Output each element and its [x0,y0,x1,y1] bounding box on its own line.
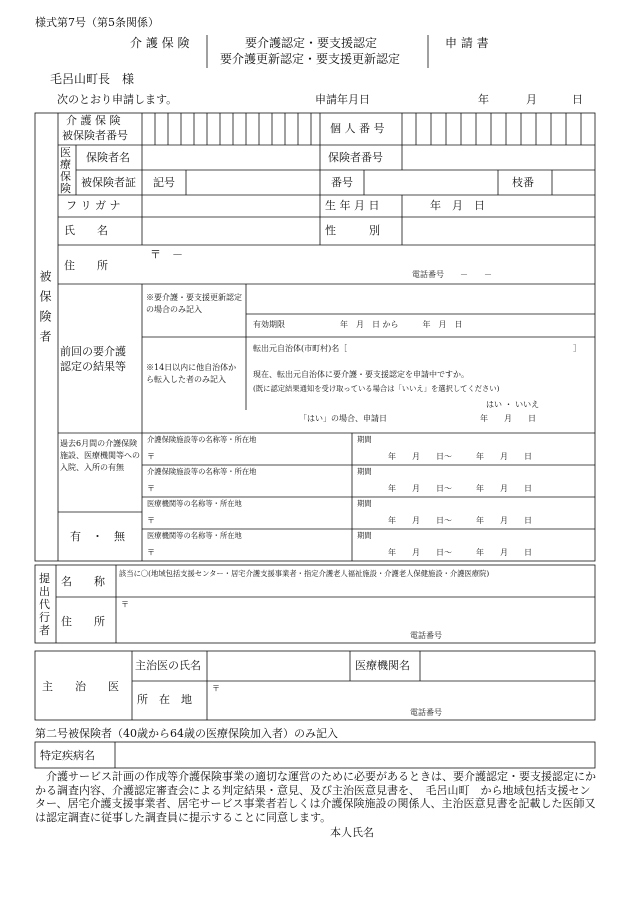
agent-side-label: 提出代行者 [39,572,50,637]
name-label: 氏 名 [64,224,108,237]
facility-row-4-range: 年 月 日～ 年 月 日 [388,548,532,557]
agent-name-label: 名 称 [61,575,105,588]
medical-insurance-label: 医療保険 [60,146,71,195]
facility-row-3-label: 医療機関等の名称等・所在地 [147,499,242,508]
date-month: 月 [526,93,537,106]
addressee: 毛呂山町長 様 [50,72,135,86]
yes-case-date: 年 月 日 [480,414,536,423]
consent-text: 介護サービス計画の作成等介護保険事業の適切な運営のために必要があるときは、要介護認定・要支援認定にかかる調査内容、介護認定審査会による判定結果・意見、及び主治医意見書を、 毛呂山町 から地域包括支援センター、居宅介護支援事業者、居宅サービス事業者若しくは介護保険施設の関係人、主治医意見書を記載した医師又は認定調査に従事した調査員に提示することに同意します。 [35,770,596,824]
form-number: 様式第7号（第5条関係） [35,16,159,29]
address-postal: 〒 － [150,248,183,261]
insured-side-label: 被保険者 [38,270,52,350]
facility-row-1-label: 介護保険施設等の名称等・所在地 [147,435,257,444]
date-year: 年 [478,93,489,106]
previous-result-label-1: 前回の要介護 [60,345,126,358]
renewal-note: ※要介護・要支援更新認定の場合のみ記入 [146,293,242,314]
agent-postal: 〒 [121,600,129,609]
agent-phone: 電話番号 [410,631,442,640]
agent-type-note: 該当に〇(地域包括支援センター・居宅介護支援事業者・指定介護老人福祉施設・介護老人保健施設・介護医療院) [119,569,490,578]
facility-row-1-postal: 〒 [147,452,155,461]
insurance-title: 介 護 保 険 [130,36,190,50]
kigou-label: 記号 [153,176,175,189]
gender-label: 性 別 [325,224,380,237]
moved-note: ※14日以内に他自治体から転入した者のみ記入 [146,363,237,384]
furigana-label: フ リ ガ ナ [66,199,121,212]
doctor-address-label: 所 在 地 [137,693,192,706]
facility-row-3-postal: 〒 [147,516,155,525]
doctor-name-label: 主治医の氏名 [135,659,201,672]
facility-row-2-postal: 〒 [147,484,155,493]
agent-address-label: 住 所 [61,615,105,628]
address-label: 住 所 [64,259,108,272]
application-title: 申 請 書 [445,36,489,50]
date-day: 日 [572,93,583,106]
insurer-no-label: 保険者番号 [328,151,383,164]
valid-period-range: 年 月 日 から 年 月 日 [340,320,463,329]
facility-row-1-period: 期間 [357,435,372,444]
date-label: 申請年月日 [315,93,370,106]
doctor-label: 主 治 医 [42,680,119,693]
facility-row-4-postal: 〒 [147,548,155,557]
valid-period-label: 有効期限 [253,320,285,329]
facility-history-label: 過去6月間の介護保険施設、医療機関等への入院、入所の有無 [60,439,140,472]
pending-question: 現在、転出元自治体に要介護・要支援認定を申請中ですか。 [253,370,469,379]
facility-row-4-label: 医療機関等の名称等・所在地 [147,531,242,540]
bangou-label: 番号 [331,176,353,189]
facility-row-4-period: 期間 [357,531,372,540]
facility-row-2-period: 期間 [357,467,372,476]
intro-text: 次のとおり申請します。 [57,93,178,106]
address-phone: 電話番号 － － [412,270,492,279]
insurer-name-label: 保険者名 [86,151,130,164]
birthdate-label: 生 年 月 日 [325,199,380,212]
insured-no-label-1: 介 護 保 険 [66,114,121,127]
origin-close: ］ [573,344,581,353]
edaban-label: 枝番 [512,176,534,189]
presence-choice[interactable]: 有 ・ 無 [70,530,125,543]
yes-no-choice[interactable]: はい ・ いいえ [486,400,540,409]
type-line-2: 要介護更新認定・要支援更新認定 [220,52,401,66]
yes-case-label: 「はい」の場合、申請日 [299,414,387,423]
facility-row-3-period: 期間 [357,499,372,508]
doctor-postal: 〒 [212,684,220,693]
birthdate-ymd: 年 月 日 [430,199,485,212]
facility-row-1-range: 年 月 日～ 年 月 日 [388,452,532,461]
facility-row-2-range: 年 月 日～ 年 月 日 [388,484,532,493]
signature-label: 本人氏名 [330,826,374,839]
previous-result-label-2: 認定の結果等 [60,360,126,373]
second-insured-heading: 第二号被保険者（40歳から64歳の医療保険加入者）のみ記入 [35,727,338,740]
facility-row-2-label: 介護保険施設等の名称等・所在地 [147,467,257,476]
institution-label: 医療機関名 [355,659,410,672]
disease-label: 特定疾病名 [40,749,95,762]
personal-no-label: 個 人 番 号 [330,122,385,135]
type-line-1: 要介護認定・要支援認定 [245,36,378,50]
insured-no-label-2: 被保険者番号 [62,129,128,142]
doctor-phone: 電話番号 [410,708,442,717]
pending-question-note: (既に認定結果通知を受け取っている場合は「いいえ」を選択してください) [253,384,500,393]
card-label: 被保険者証 [81,176,136,189]
origin-label: 転出元自治体(市町村)名［ [253,344,348,353]
facility-row-3-range: 年 月 日～ 年 月 日 [388,516,532,525]
